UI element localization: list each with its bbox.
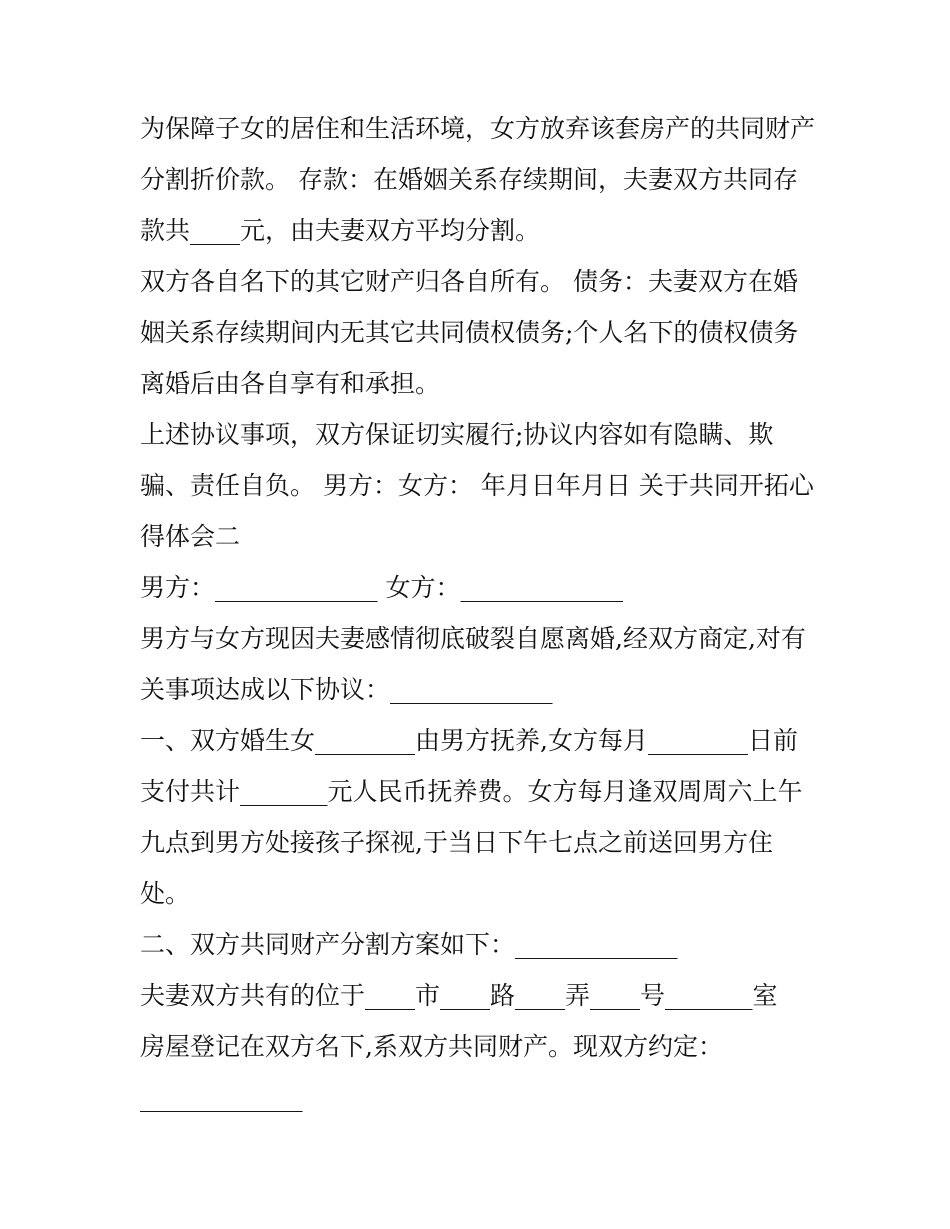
- text-line: 处。: [140, 879, 191, 908]
- text-line: 姻关系存续期间内无其它共同债权债务;个人名下的债权债务: [140, 318, 799, 347]
- text-line: 分割折价款。 存款：在婚姻关系存续期间，夫妻双方共同存: [140, 165, 798, 194]
- text-line: 得体会二: [140, 522, 241, 551]
- address-line: 夫妻双方共有的位于____市____路____弄____号_______室: [140, 981, 778, 1010]
- clause-two-line: 二、双方共同财产分割方案如下：_____________: [140, 930, 678, 959]
- text-line: 上述协议事项，双方保证切实履行;协议内容如有隐瞒、欺: [140, 420, 774, 449]
- text-line: 九点到男方处接孩子探视,于当日下午七点之前送回男方住: [140, 828, 773, 857]
- text-line: 双方各自名下的其它财产归各自所有。 债务：夫妻双方在婚: [140, 267, 798, 296]
- text-line: 支付共计_______元人民币抚养费。女方每月逢双周周六上午: [140, 777, 803, 806]
- blank-line: _____________: [140, 1083, 303, 1112]
- text-line: 关事项达成以下协议：_____________: [140, 675, 553, 704]
- text-line: 男方与女方现因夫妻感情彻底破裂自愿离婚,经双方商定,对有: [140, 624, 806, 653]
- text-line: 为保障子女的居住和生活环境，女方放弃该套房产的共同财产: [140, 114, 816, 143]
- signature-blanks-line: 男方：_____________ 女方：_____________: [140, 573, 623, 602]
- clause-one-line: 一、双方婚生女________由男方抚养,女方每月________日前: [140, 726, 798, 755]
- text-line: 离婚后由各自享有和承担。: [140, 369, 441, 398]
- text-line: 骗、责任自负。 男方：女方： 年月日年月日 关于共同开拓心: [140, 471, 814, 500]
- text-line: 款共____元，由夫妻双方平均分割。: [140, 216, 541, 245]
- text-line: 房屋登记在双方名下,系双方共同财产。现双方约定：: [140, 1032, 723, 1061]
